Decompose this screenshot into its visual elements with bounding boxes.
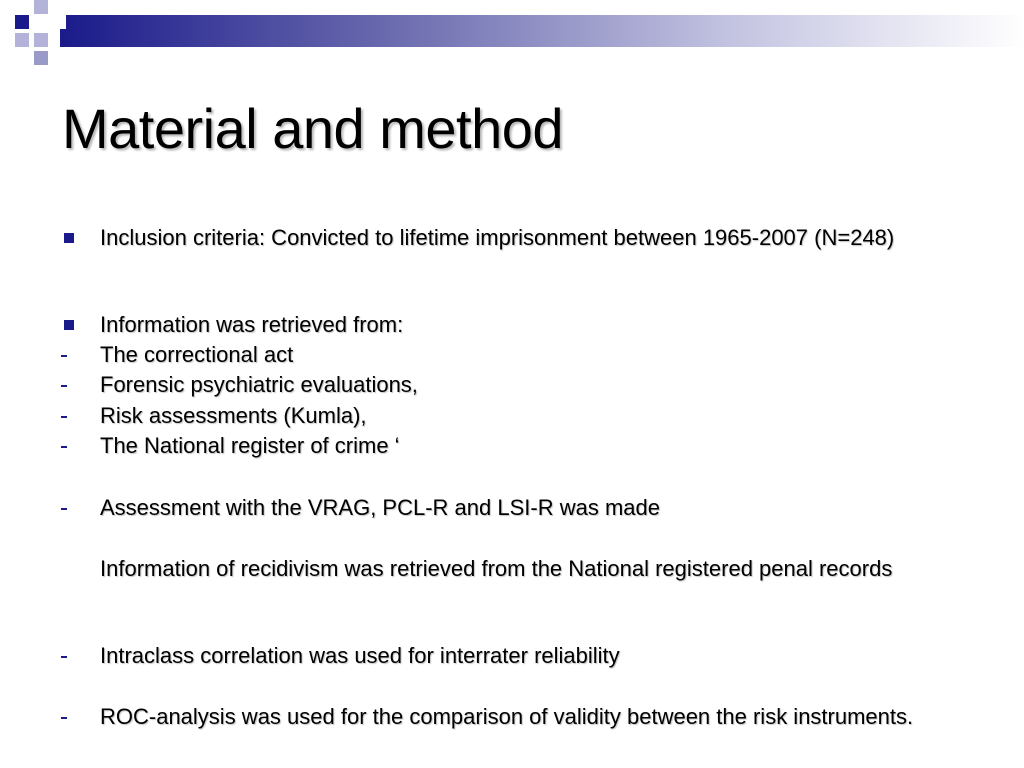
bullet-item bbox=[100, 496, 980, 520]
bullet-item bbox=[100, 404, 980, 428]
bullet-text: Information was retrieved from: bbox=[100, 312, 404, 337]
header-gradient-bar bbox=[60, 15, 1024, 47]
bullet-item bbox=[100, 343, 980, 367]
bullet-item bbox=[100, 434, 980, 458]
bullet-text: Information of recidivism was retrieved from the National registered penal records bbox=[100, 556, 893, 581]
square-bullet-icon bbox=[64, 320, 74, 330]
header-square-4 bbox=[34, 33, 48, 47]
header-square-2 bbox=[34, 0, 48, 14]
dash-bullet-icon bbox=[61, 355, 67, 357]
bullet-item bbox=[100, 557, 980, 581]
bullet-text: The National register of crime ‘ bbox=[100, 433, 400, 458]
dash-bullet-icon bbox=[61, 416, 67, 418]
square-bullet-icon bbox=[64, 233, 74, 243]
bullet-text: Assessment with the VRAG, PCL-R and LSI-R was made bbox=[100, 495, 660, 520]
header-square-3 bbox=[15, 33, 29, 47]
bullet-text: Inclusion criteria: Convicted to lifetime imprisonment between 1965-2007 (N=248) bbox=[100, 225, 895, 250]
bullet-item bbox=[100, 226, 980, 250]
bullet-text: Forensic psychiatric evaluations, bbox=[100, 372, 418, 397]
dash-bullet-icon bbox=[61, 446, 67, 448]
bullet-text: The correctional act bbox=[100, 342, 294, 367]
bullet-text: ROC-analysis was used for the comparison of validity between the risk instruments. bbox=[100, 704, 914, 729]
header-square-1 bbox=[15, 15, 29, 29]
bullet-item bbox=[100, 313, 980, 337]
header-square-5 bbox=[34, 51, 48, 65]
header-decoration bbox=[0, 0, 1024, 70]
header-square-6 bbox=[52, 15, 66, 29]
bullet-item bbox=[100, 705, 980, 729]
bullet-text: Risk assessments (Kumla), bbox=[100, 403, 367, 428]
dash-bullet-icon bbox=[61, 717, 67, 719]
slide-title: Material and method bbox=[62, 97, 564, 160]
bullet-item bbox=[100, 373, 980, 397]
dash-bullet-icon bbox=[61, 385, 67, 387]
dash-bullet-icon bbox=[61, 508, 67, 510]
dash-bullet-icon bbox=[61, 656, 67, 658]
bullet-item bbox=[100, 644, 980, 668]
bullet-text: Intraclass correlation was used for interrater reliability bbox=[100, 643, 620, 668]
